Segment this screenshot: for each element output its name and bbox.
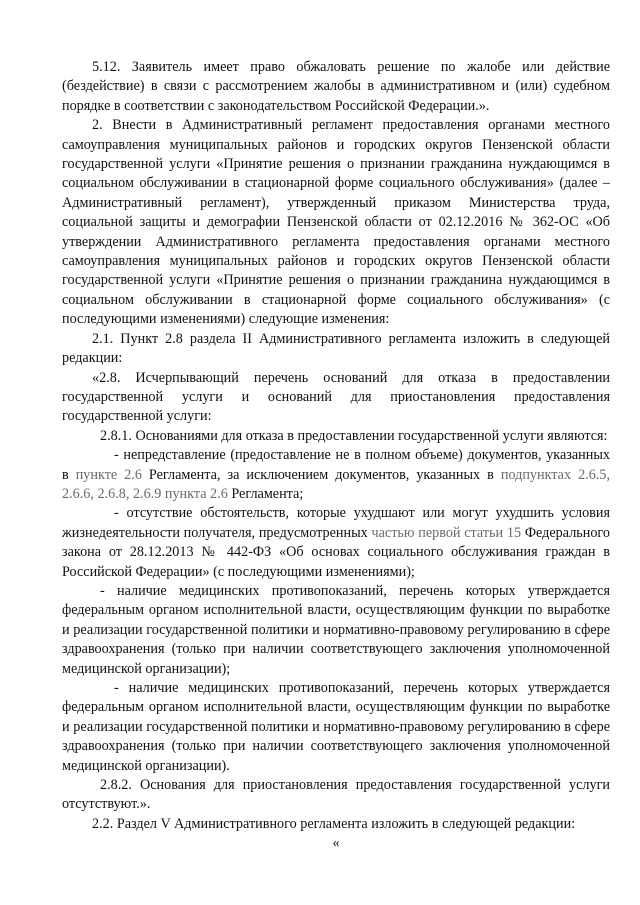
bullet-item-4: - наличие медицинских противопоказаний, перечень которых утверждается федеральным органом исполнительной власти, осуществляющим функции по выработке и реализации государственной политики и нормативно-правовому регулированию в сфере здравоохранения (только при наличии соответствующего заключения уполномоченной медицинской организации). [62, 680, 610, 774]
bullet-2-text-start: - отсутствие обстоятельств, которые ухудшают или могут ухудшить условия жизнедеятельности получателя, предусмотренных [62, 505, 610, 541]
bullet-1-text-end: Регламента; [227, 485, 304, 502]
paragraph-2: 2. Внести в Административный регламент предоставления органами местного самоуправления муниципальных районов и городских округов Пензенской области государственной услуги «Принятие решения о признании гражданина нуждающимся в социальном обслуживании в стационарной форме социального обслуживания» (далее – Административный регламент), утвержденный приказом Министерства труда, социальной защиты и демографии Пензенской области от 02.12.2016 № 362-ОС «Об утверждении Административного регламента предоставления органами местного самоуправления муниципальных районов и городских округов Пензенской области государственной услуги «Принятие решения о признании гражданина нуждающимся в социальном обслуживании в стационарной форме социального обслуживания» (с последующими изменениями) следующие изменения: [62, 117, 610, 328]
bullet-item-2 [62, 504, 610, 582]
opening-quote: « [332, 835, 340, 852]
paragraph-2-8-1: 2.8.1. Основаниями для отказа в предоставлении государственной услуги являются: [100, 427, 608, 444]
bullet-1-text-start: - непредставление (предоставление не в полном объеме) документов, указанных в [62, 447, 610, 483]
paragraph-2-8: «2.8. Исчерпывающий перечень оснований для отказа в предоставлении государственной услуги и оснований для приостановления предоставления государственной услуги: [62, 369, 610, 425]
bullet-1-text-middle: Регламента, за исключением документов, указанных в [141, 466, 501, 483]
bullet-item-1 [62, 446, 610, 504]
link-punkt-2-6[interactable]: пункте 2.6 [75, 466, 142, 483]
paragraph-2-1: 2.1. Пункт 2.8 раздела II Административного регламента изложить в следующей редакции: [62, 330, 610, 367]
paragraph-2-2: 2.2. Раздел V Административного регламента изложить в следующей редакции: [92, 815, 576, 832]
link-statya-15[interactable]: частью первой статьи 15 [371, 524, 522, 541]
bullet-2-text-end: Федерального закона от 28.12.2013 № 442-ФЗ «Об основах социального обслуживания граждан в Российской Федерации» (с последующими изменениями); [62, 524, 610, 580]
paragraph-5-12: 5.12. Заявитель имеет право обжаловать решение по жалобе или действие (бездействие) в связи с рассмотрением жалобы в административном и (или) судебном порядке в соответствии с законодательством Российской Федерации.». [62, 59, 610, 114]
document-page [62, 58, 610, 854]
bullet-item-3: - наличие медицинских противопоказаний, перечень которых утверждается федеральным органом исполнительной власти, осуществляющим функции по выработке и реализации государственной политики и нормативно-правовому регулированию в сфере здравоохранения (только при наличии соответствующего заключения уполномоченной медицинской организации); [62, 582, 610, 677]
paragraph-2-8-2: 2.8.2. Основания для приостановления предоставления государственной услуги отсутствуют.». [62, 777, 610, 813]
link-podpunkty-2-6[interactable]: подпунктах 2.6.5, 2.6.6, 2.6.8, 2.6.9 пункта 2.6 [62, 466, 610, 502]
